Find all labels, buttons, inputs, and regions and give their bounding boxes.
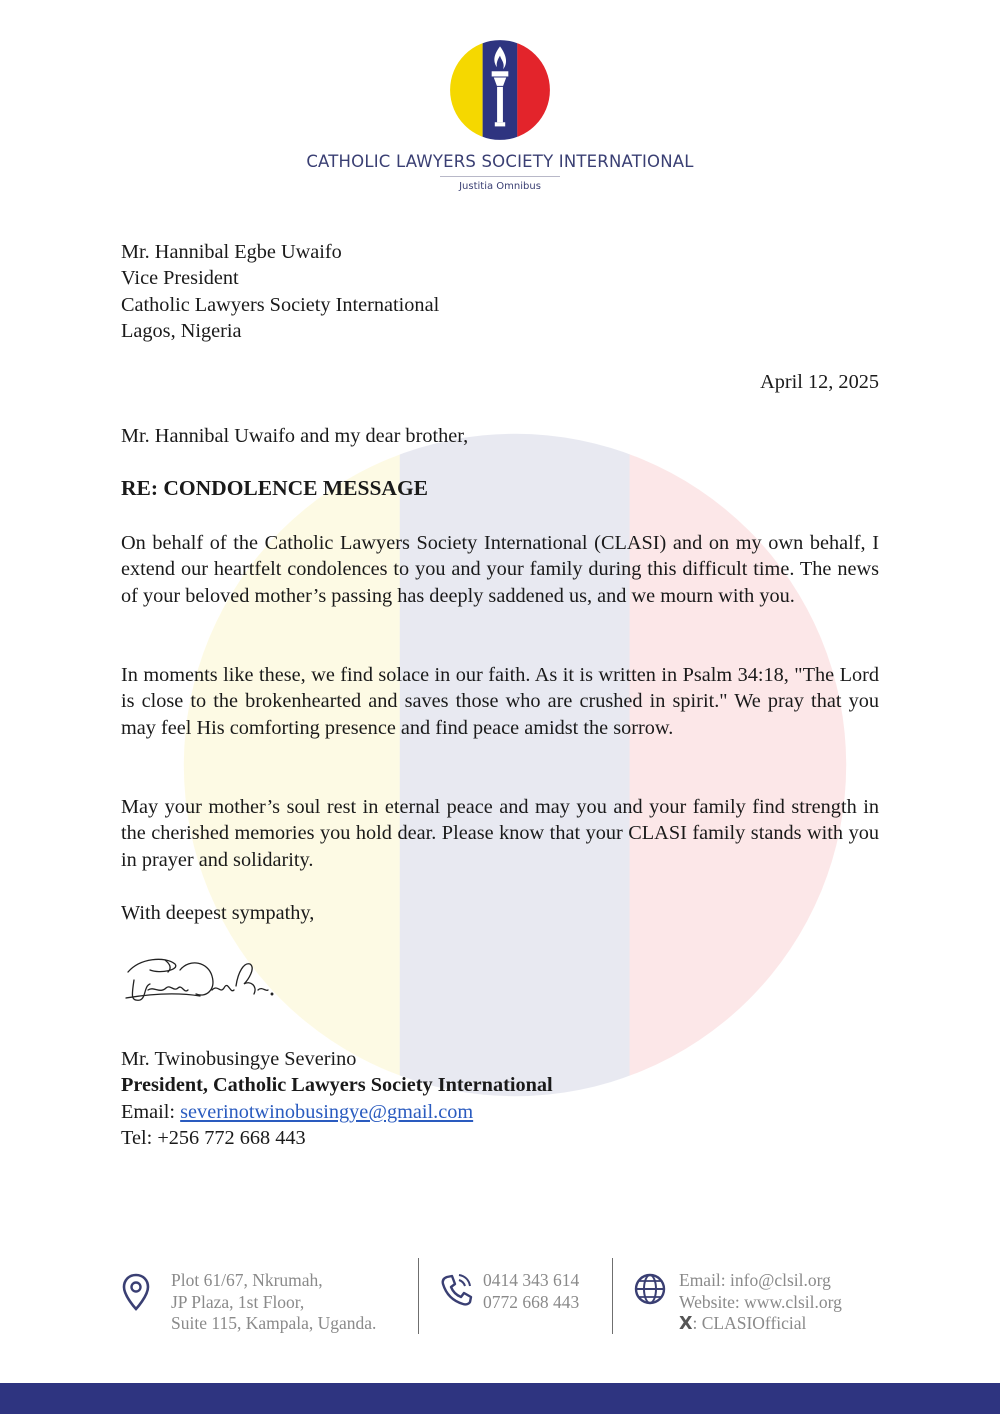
recipient-name: Mr. Hannibal Egbe Uwaifo	[121, 241, 342, 263]
org-motto: Justitia Omnibus	[459, 181, 541, 192]
phone-icon	[440, 1272, 474, 1308]
footer-social-handle: : CLASIOfficial	[692, 1313, 807, 1333]
recipient-address	[121, 239, 879, 345]
location-pin-icon	[120, 1272, 152, 1312]
footer-contact	[679, 1270, 842, 1336]
tel-label: Tel:	[121, 1127, 153, 1150]
letter-date: April 12, 2025	[760, 371, 879, 393]
signer-title: President, Catholic Lawyers Society International	[121, 1074, 553, 1097]
footer-divider-2	[612, 1258, 613, 1334]
body-paragraph-1: On behalf of the Catholic Lawyers Society International (CLASI) and on my own behalf, I extend our heartfelt condolences to you and your family during this difficult time. The news of your beloved mother’s passing has deeply saddened us, and we mourn with you.	[121, 532, 879, 607]
handwritten-signature	[120, 950, 280, 1012]
footer-divider-1	[418, 1258, 419, 1334]
subject-line: RE: CONDOLENCE MESSAGE	[121, 476, 429, 500]
salutation: Mr. Hannibal Uwaifo and my dear brother,	[121, 425, 469, 447]
recipient-title: Vice President	[121, 267, 239, 290]
org-name: CATHOLIC LAWYERS SOCIETY INTERNATIONAL	[306, 152, 694, 171]
footer-email: Email: info@clsil.org	[679, 1270, 831, 1290]
letterhead	[0, 38, 1000, 192]
footer-phone-2: 0772 668 443	[483, 1291, 580, 1312]
torch-emblem-icon	[448, 38, 552, 142]
footer-phone-1: 0414 343 614	[483, 1270, 580, 1290]
signer-name: Mr. Twinobusingye Severino	[121, 1048, 357, 1070]
signer-block	[121, 1046, 879, 1152]
body-paragraph-3: May your mother’s soul rest in eternal peace and may you and your family find strength in the cherished memories you hold dear. Please know that your CLASI family stands with you in prayer and solidarity.	[121, 796, 879, 871]
letter-footer	[0, 1258, 1000, 1338]
signer-tel: +256 772 668 443	[157, 1127, 306, 1150]
email-label: Email:	[121, 1100, 176, 1123]
footer-social	[679, 1313, 842, 1336]
footer-address-line-2: JP Plaza, 1st Floor,	[171, 1291, 305, 1312]
body-paragraph-2: In moments like these, we find solace in our faith. As it is written in Psalm 34:18, "The Lord is close to the brokenhearted and saves those who are crushed in spirit." We pray that you may feel His comforting presence and find peace amidst the sorrow.	[121, 664, 879, 739]
recipient-location: Lagos, Nigeria	[121, 320, 242, 343]
footer-website: Website: www.clsil.org	[679, 1291, 842, 1312]
footer-address-line-3: Suite 115, Kampala, Uganda.	[171, 1313, 377, 1333]
recipient-org: Catholic Lawyers Society International	[121, 293, 440, 316]
closing: With deepest sympathy,	[121, 902, 315, 924]
footer-address-line-1: Plot 61/67, Nkrumah,	[171, 1270, 323, 1290]
motto-divider	[440, 176, 560, 177]
footer-color-bar	[0, 1383, 1000, 1414]
signer-email-row	[121, 1099, 879, 1125]
signer-tel-row	[121, 1125, 879, 1151]
globe-icon	[633, 1272, 667, 1306]
footer-phones	[483, 1270, 579, 1313]
footer-address	[171, 1270, 376, 1335]
signer-email-link[interactable]: severinotwinobusingye@gmail.com	[180, 1100, 474, 1123]
x-logo-icon: X	[679, 1314, 693, 1334]
